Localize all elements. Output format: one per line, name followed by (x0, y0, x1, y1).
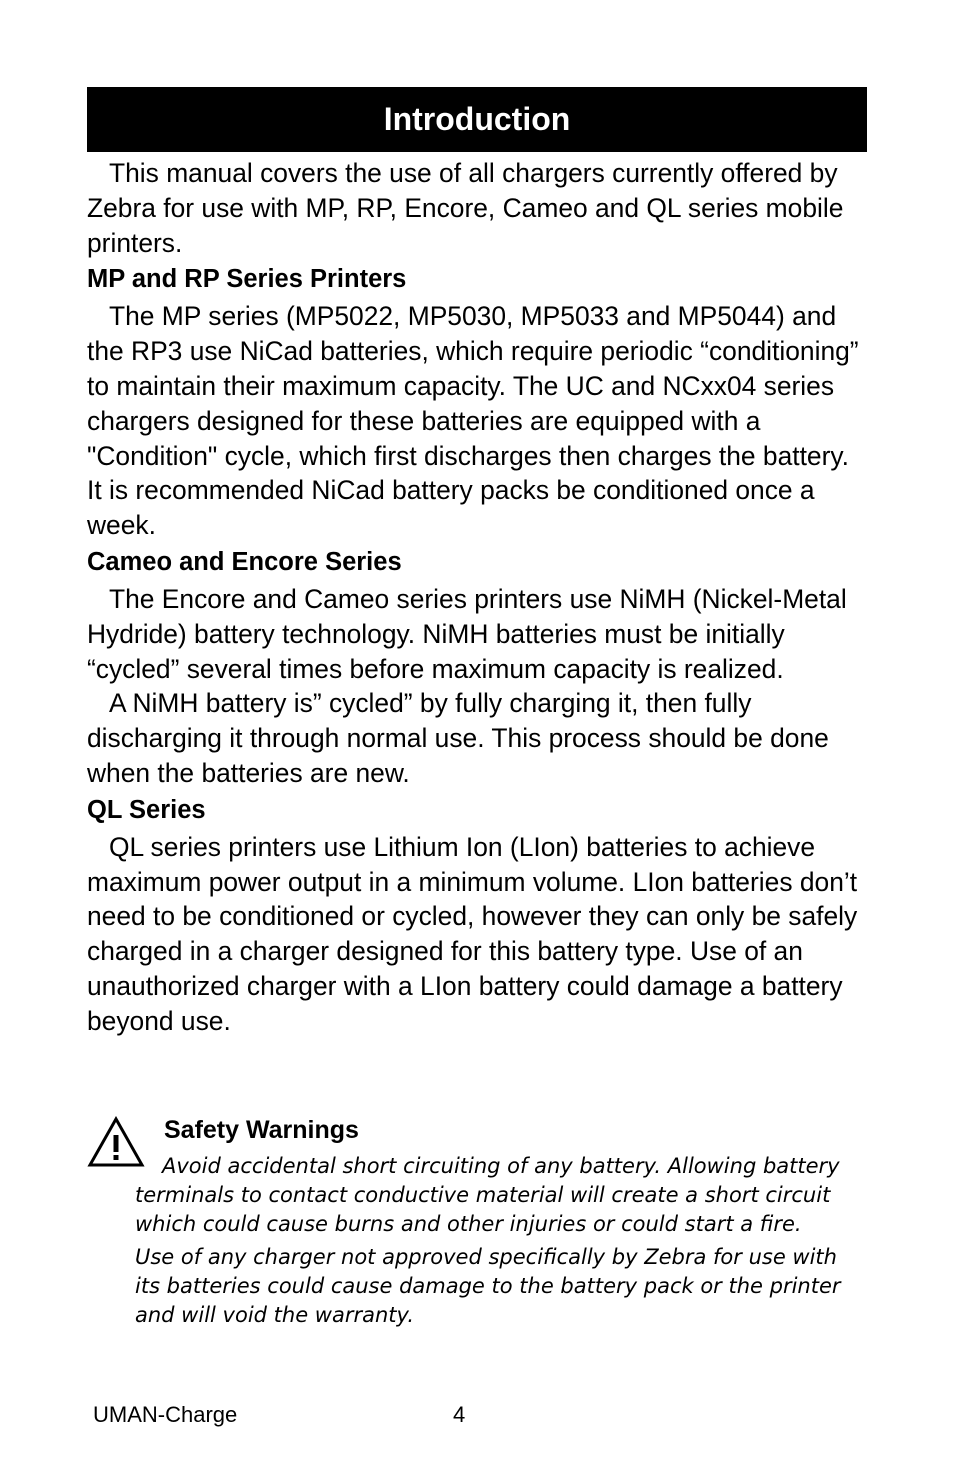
section-heading-ql: QL Series (87, 795, 206, 824)
page-title-bar (87, 87, 867, 152)
section-paragraph-cameo-encore-2: A NiMH battery is” cycled” by fully charging it, then fully discharging it through normal use. This process should be done when the batteries are new. (87, 688, 829, 788)
safety-text (135, 1152, 847, 1334)
section-paragraph-mp-rp: The MP series (MP5022, MP5030, MP5033 and MP5044) and the RP3 use NiCad batteries, which require periodic “conditioning” to maintain their maximum capacity. The UC and NCxx04 series chargers designed for these batteries are equipped with a "Condition" cycle, which first discharges then charges the battery. It is recommended NiCad battery packs be conditioned once a week. (87, 301, 859, 541)
safety-heading: Safety Warnings (164, 1116, 359, 1144)
footer-page-number: 4 (453, 1402, 466, 1427)
section-heading-cameo-encore: Cameo and Encore Series (87, 547, 402, 576)
section-heading-mp-rp: MP and RP Series Printers (87, 265, 407, 294)
safety-warning-unapproved-charger: Use of any charger not approved specifically by Zebra for use with its batteries could cause damage to the battery pack or the printer and will void the warranty. (135, 1245, 841, 1327)
intro-paragraph: This manual covers the use of all chargers currently offered by Zebra for use with MP, RP, Encore, Cameo and QL series mobile printers. (87, 158, 844, 258)
section-paragraph-ql: QL series printers use Lithium Ion (LIon) batteries to achieve maximum power output in a minimum volume. LIon batteries don’t need to be conditioned or cycled, however they can only be safely charged in a charger designed for this battery type. Use of an unauthorized charger with a LIon battery could damage a battery beyond use. (87, 831, 858, 1036)
footer-doc-id: UMAN-Charge (93, 1402, 238, 1427)
safety-warning-short-circuit: Avoid accidental short circuiting of any battery. Allowing battery terminals to contact conductive material will create a short circuit which could cause burns and other injuries or could start a fire. (135, 1154, 840, 1236)
page-title: Introduction (383, 101, 571, 137)
main-content (87, 156, 869, 1039)
section-paragraph-cameo-encore-1: The Encore and Cameo series printers use NiMH (Nickel-Metal Hydride) battery technology. NiMH batteries must be initially “cycled” several times before maximum capacity is realized. (87, 583, 847, 684)
